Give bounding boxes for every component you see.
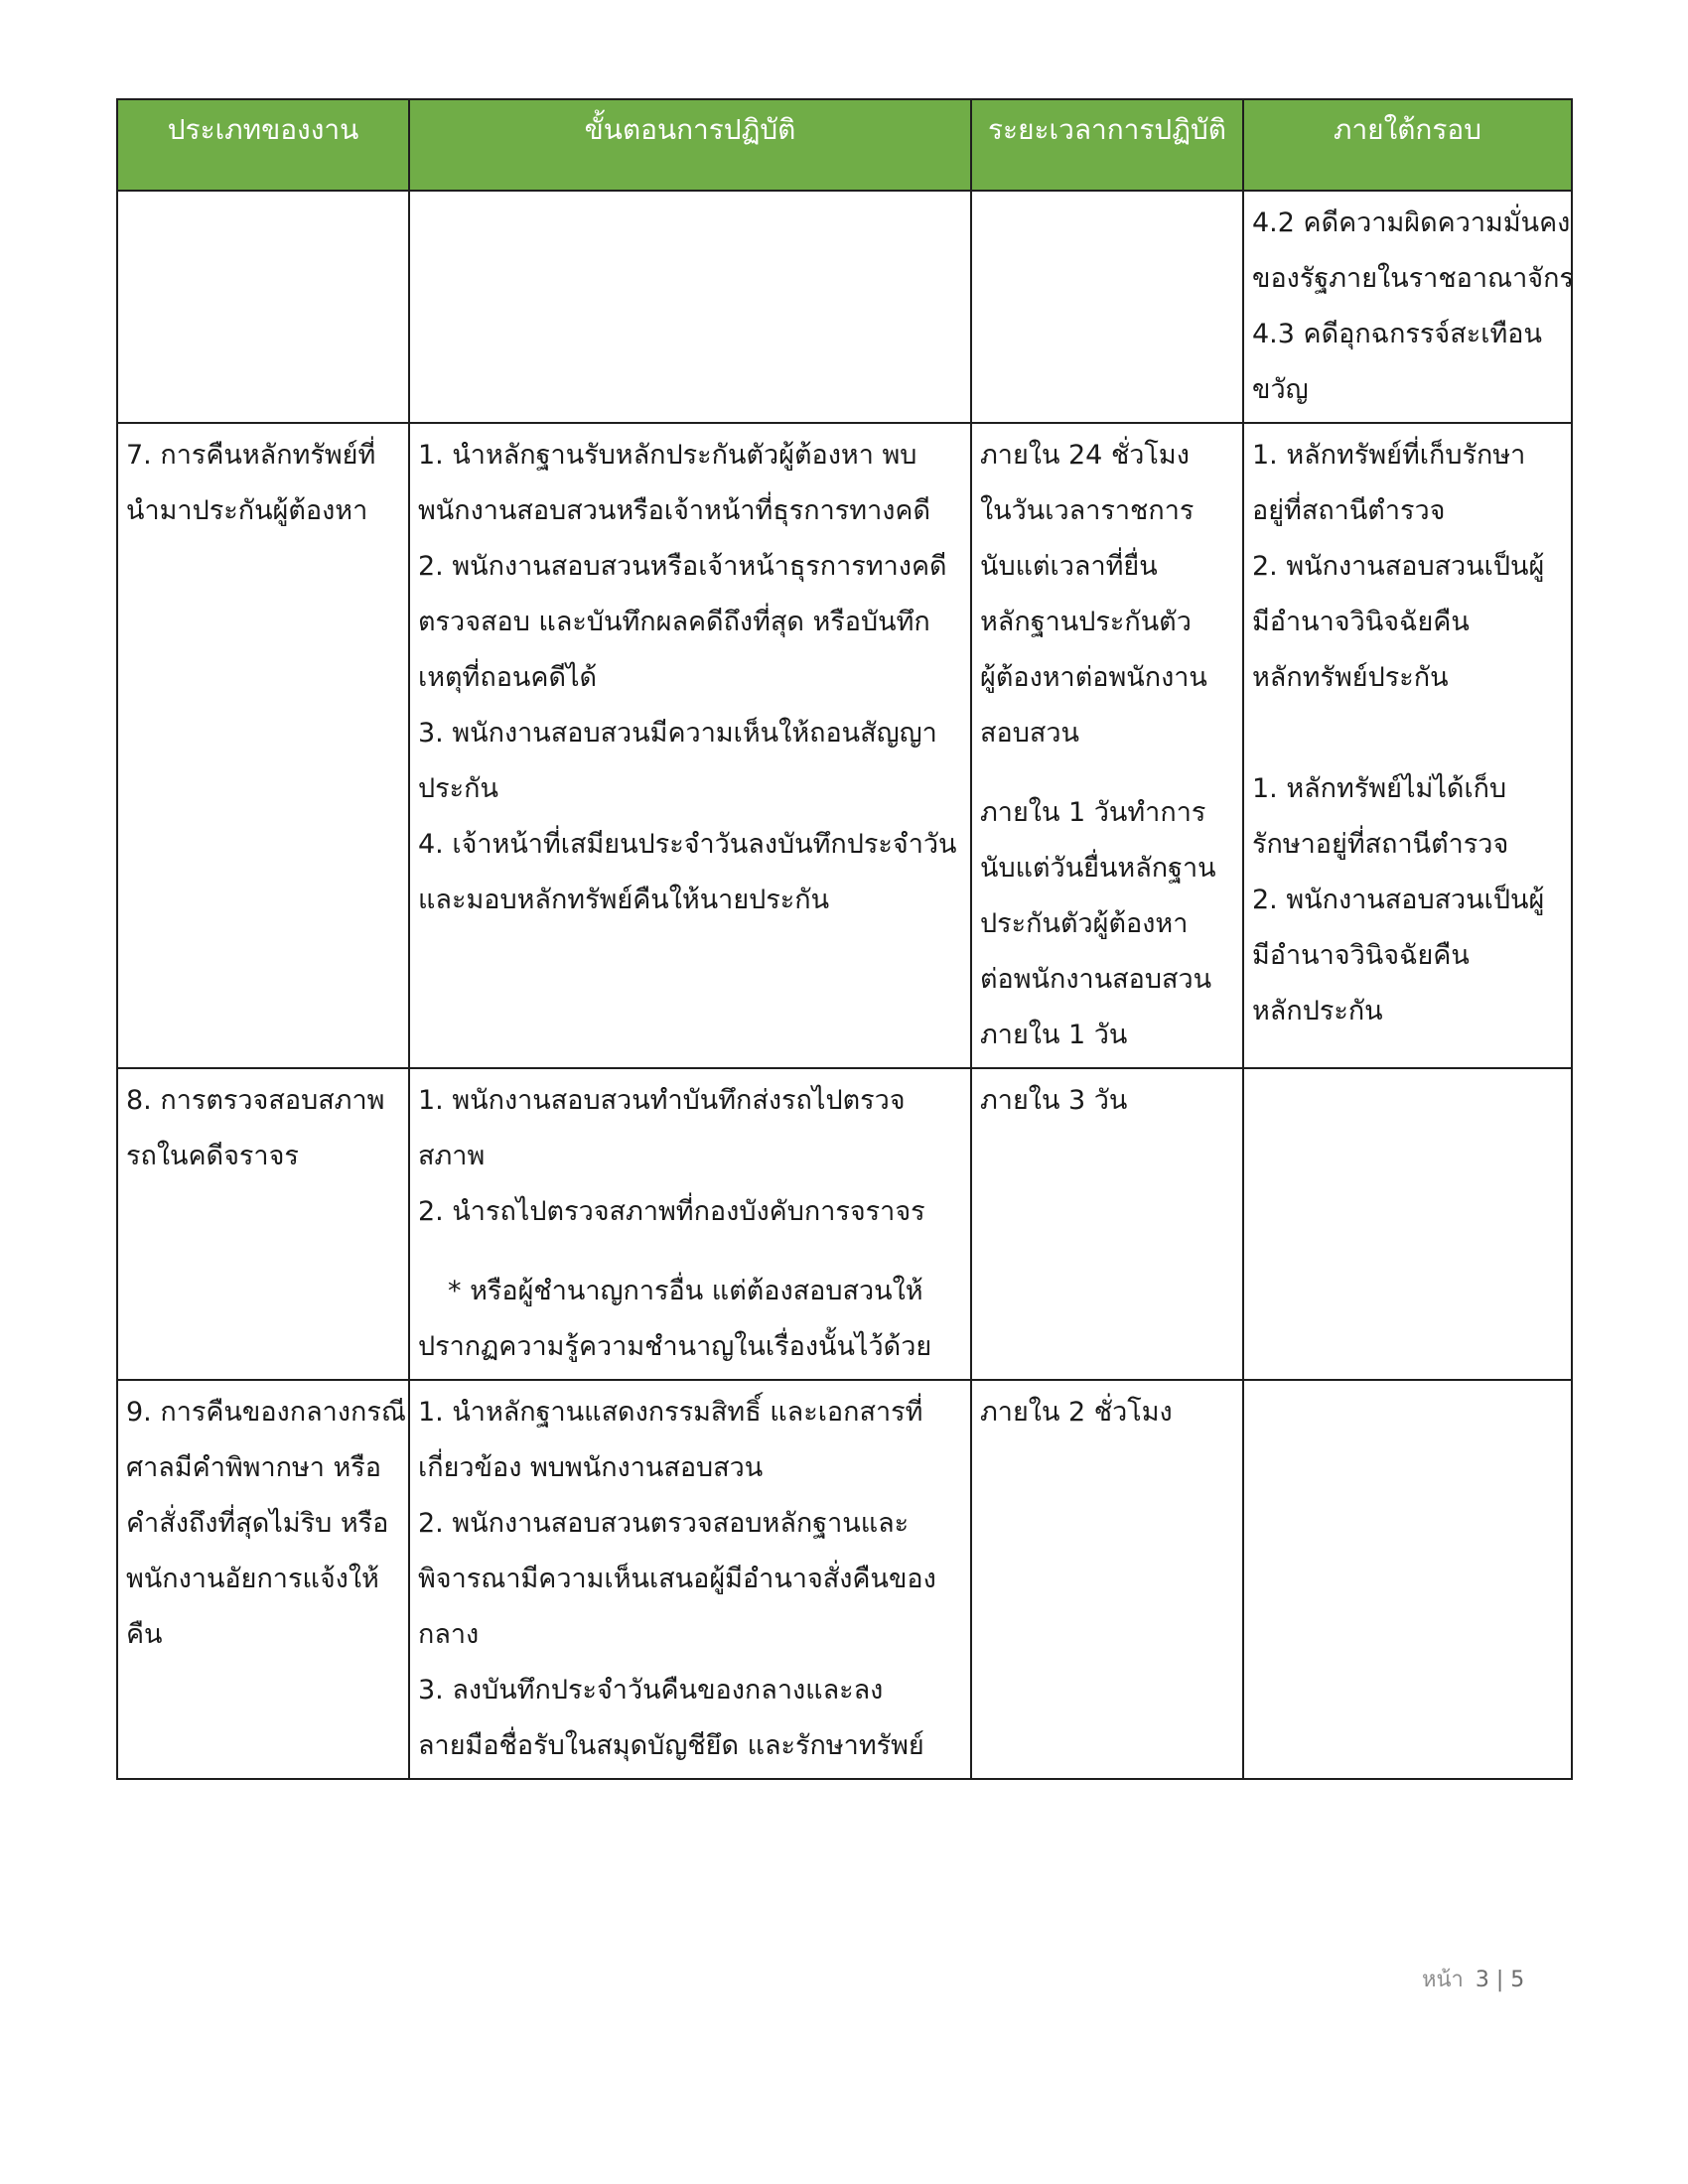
work-type-line: คำสั่งถึงที่สุดไม่ริบ หรือ xyxy=(126,1508,389,1539)
duration-line: ภายใน 2 ชั่วโมง xyxy=(980,1397,1173,1428)
cell-steps xyxy=(409,191,971,423)
work-type-line: ศาลมีคำพิพากษา หรือ xyxy=(126,1452,382,1483)
cell-work-type xyxy=(117,191,409,423)
header-framework: ภายใต้กรอบ xyxy=(1243,99,1572,191)
framework-line: 2. พนักงานสอบสวนเป็นผู้ xyxy=(1252,885,1545,915)
cell-steps xyxy=(409,1068,971,1380)
duration-line: ภายใน 24 ชั่วโมง xyxy=(980,440,1190,471)
header-steps: ขั้นตอนการปฏิบัติ xyxy=(409,99,971,191)
header-duration: ระยะเวลาการปฏิบัติ xyxy=(971,99,1243,191)
framework-line: รักษาอยู่ที่สถานีตำรวจ xyxy=(1252,829,1509,860)
cell-work-type xyxy=(117,1380,409,1779)
step-line: 2. นำรถไปตรวจสภาพที่กองบังคับการจราจร xyxy=(418,1196,925,1227)
work-type-line: 8. การตรวจสอบสภาพ xyxy=(126,1085,385,1116)
cell-work-type xyxy=(117,423,409,1068)
header-row xyxy=(117,99,1572,191)
work-type-line: นำมาประกันผู้ต้องหา xyxy=(126,495,368,526)
duration-line: ภายใน 1 วันทำการ xyxy=(980,797,1206,828)
duration-line: ประกันตัวผู้ต้องหา xyxy=(980,908,1189,939)
framework-line: ขวัญ xyxy=(1252,374,1309,405)
duration-line: ในวันเวลาราชการ xyxy=(980,495,1195,526)
cell-framework xyxy=(1243,1068,1572,1380)
step-line: 3. ลงบันทึกประจำวันคืนของกลางและลง xyxy=(418,1675,884,1706)
cell-steps xyxy=(409,1380,971,1779)
step-line: พนักงานสอบสวนหรือเจ้าหน้าที่ธุรการทางคดี xyxy=(418,495,931,526)
duration-line: สอบสวน xyxy=(980,718,1079,749)
framework-line: อยู่ที่สถานีตำรวจ xyxy=(1252,495,1446,526)
cell-framework xyxy=(1243,423,1572,1068)
cell-duration xyxy=(971,1068,1243,1380)
step-line: 2. พนักงานสอบสวนหรือเจ้าหน้าธุรการทางคดี xyxy=(418,551,947,582)
spacer xyxy=(980,761,1236,785)
step-line: ลายมือชื่อรับในสมุดบัญชียึด และรักษาทรัพย์ xyxy=(418,1730,924,1761)
table-header xyxy=(117,99,1572,191)
framework-line: 1. หลักทรัพย์ไม่ได้เก็บ xyxy=(1252,773,1507,804)
framework-line: หลักทรัพย์ประกัน xyxy=(1252,662,1449,693)
duration-line: ภายใน 1 วัน xyxy=(980,1020,1128,1050)
step-line: 1. นำหลักฐานรับหลักประกันตัวผู้ต้องหา พบ xyxy=(418,440,917,471)
step-line: 2. พนักงานสอบสวนตรวจสอบหลักฐานและ xyxy=(418,1508,910,1539)
cell-framework xyxy=(1243,1380,1572,1779)
page-footer xyxy=(1422,1962,1524,1996)
page-number: 3 | 5 xyxy=(1475,1968,1525,1992)
header-work-type: ประเภทของงาน xyxy=(117,99,409,191)
step-line: 1. พนักงานสอบสวนทำบันทึกส่งรถไปตรวจ xyxy=(418,1085,906,1116)
framework-line: 4.2 คดีความผิดความมั่นคง xyxy=(1252,207,1571,238)
step-line: กลาง xyxy=(418,1619,480,1650)
step-line: เหตุที่ถอนคดีได้ xyxy=(418,662,598,693)
cell-work-type xyxy=(117,1068,409,1380)
step-line: สภาพ xyxy=(418,1141,486,1171)
duration-line: ต่อพนักงานสอบสวน xyxy=(980,964,1212,995)
framework-line: มีอำนาจวินิจฉัยคืน xyxy=(1252,607,1470,637)
spacer xyxy=(418,1240,964,1264)
step-line: ตรวจสอบ และบันทึกผลคดีถึงที่สุด หรือบันทึก xyxy=(418,607,930,637)
work-type-line: 9. การคืนของกลางกรณี xyxy=(126,1397,406,1428)
duration-line: ผู้ต้องหาต่อพนักงาน xyxy=(980,662,1207,693)
table-row xyxy=(117,423,1572,1068)
framework-line: ของรัฐภายในราชอาณาจักร xyxy=(1252,263,1574,294)
step-line: ประกัน xyxy=(418,773,498,804)
framework-line: 4.3 คดีอุกฉกรรจ์สะเทือน xyxy=(1252,319,1542,349)
cell-framework xyxy=(1243,191,1572,423)
duration-line: นับแต่เวลาที่ยื่น xyxy=(980,551,1158,582)
cell-duration xyxy=(971,191,1243,423)
framework-line: 2. พนักงานสอบสวนเป็นผู้ xyxy=(1252,551,1545,582)
cell-duration xyxy=(971,1380,1243,1779)
note-line: ปรากฏความรู้ความชำนาญในเรื่องนั้นไว้ด้วย xyxy=(418,1331,932,1362)
page-label: หน้า xyxy=(1422,1968,1464,1992)
table-row xyxy=(117,1380,1572,1779)
duration-line: หลักฐานประกันตัว xyxy=(980,607,1192,637)
step-line: และมอบหลักทรัพย์คืนให้นายประกัน xyxy=(418,885,830,915)
framework-line: 1. หลักทรัพย์ที่เก็บรักษา xyxy=(1252,440,1526,471)
spacer xyxy=(1252,706,1565,761)
work-type-line: รถในคดีจราจร xyxy=(126,1141,299,1171)
work-type-line: พนักงานอัยการแจ้งให้ xyxy=(126,1564,379,1594)
cell-steps xyxy=(409,423,971,1068)
cell-duration xyxy=(971,423,1243,1068)
step-line: 3. พนักงานสอบสวนมีความเห็นให้ถอนสัญญา xyxy=(418,718,937,749)
note-line: * หรือผู้ชำนาญการอื่น แต่ต้องสอบสวนให้ xyxy=(448,1276,923,1306)
step-line: 1. นำหลักฐานแสดงกรรมสิทธิ์ และเอกสารที่ xyxy=(418,1397,923,1428)
framework-line: หลักประกัน xyxy=(1252,996,1383,1026)
duration-line: นับแต่วันยื่นหลักฐาน xyxy=(980,853,1216,884)
duration-line: ภายใน 3 วัน xyxy=(980,1085,1128,1116)
work-type-line: คืน xyxy=(126,1619,163,1650)
step-line: เกี่ยวข้อง พบพนักงานสอบสวน xyxy=(418,1452,764,1483)
table-row xyxy=(117,1068,1572,1380)
framework-line: มีอำนาจวินิจฉัยคืน xyxy=(1252,940,1470,971)
table-row xyxy=(117,191,1572,423)
procedure-table xyxy=(116,98,1573,1780)
step-line: พิจารณามีความเห็นเสนอผู้มีอำนาจสั่งคืนของ xyxy=(418,1564,936,1594)
work-type-line: 7. การคืนหลักทรัพย์ที่ xyxy=(126,440,376,471)
step-line: 4. เจ้าหน้าที่เสมียนประจำวันลงบันทึกประจำวัน xyxy=(418,829,957,860)
